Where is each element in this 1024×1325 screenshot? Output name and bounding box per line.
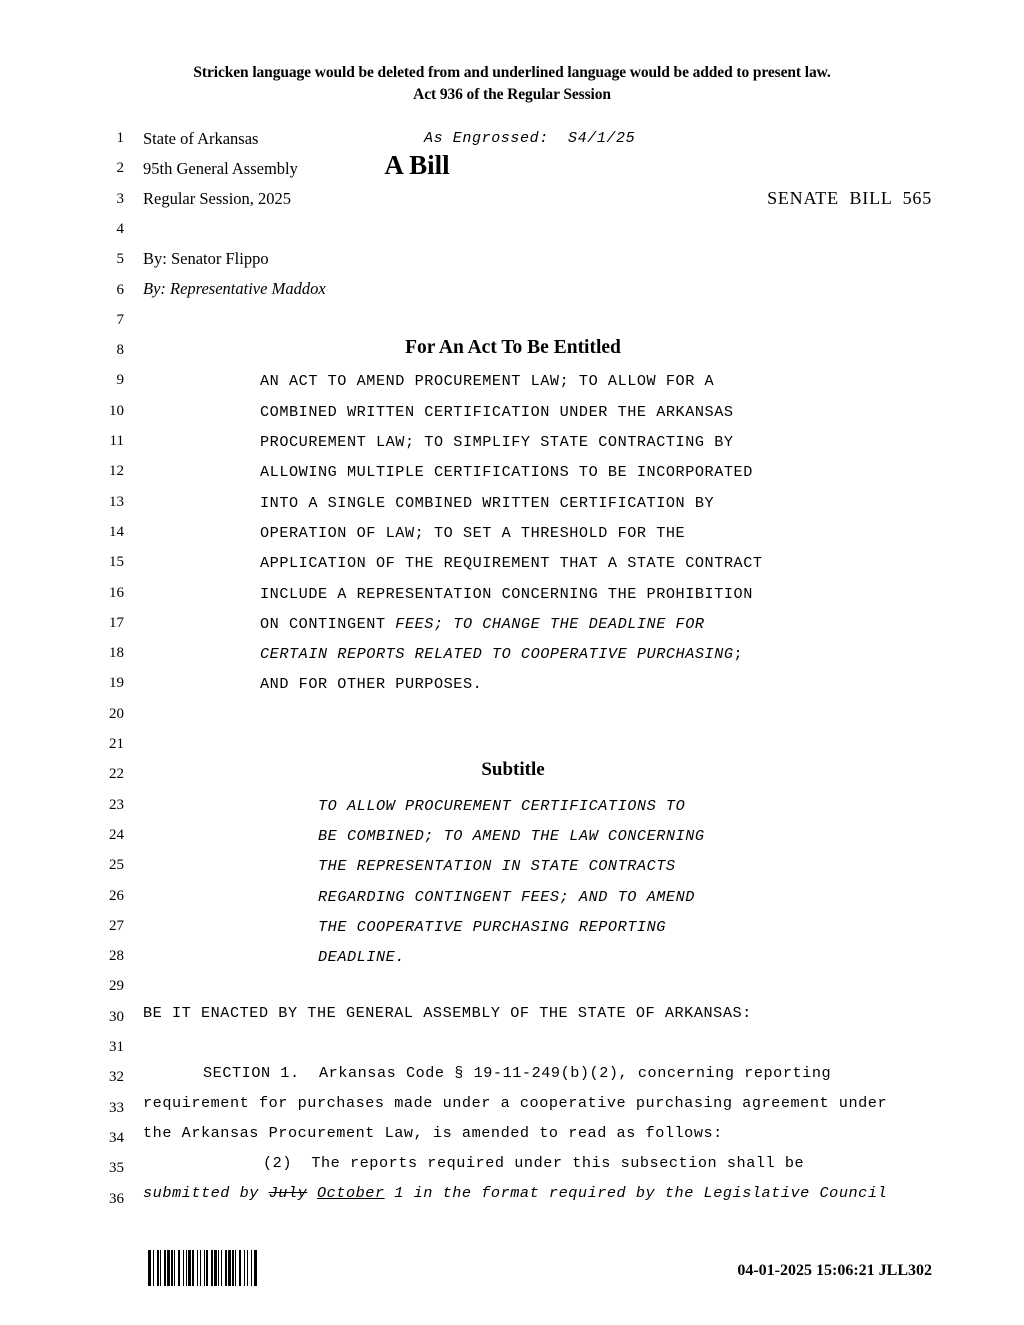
enacting-clause: BE IT ENACTED BY THE GENERAL ASSEMBLY OF THE STATE OF ARKANSAS:	[143, 1004, 752, 1022]
act-title-line	[260, 433, 734, 451]
session-label: Regular Session, 2025	[143, 189, 292, 208]
subtitle-line: DEADLINE.	[318, 948, 405, 967]
title-roman-text: OPERATION OF LAW; TO SET A THRESHOLD FOR THE	[260, 523, 686, 542]
line-number: 5	[116, 251, 124, 268]
line-number: 24	[109, 826, 124, 843]
act-title-line	[260, 524, 685, 542]
line-number: 28	[109, 948, 124, 965]
line-number: 15	[109, 554, 124, 571]
subtitle-line: THE REPRESENTATION IN STATE CONTRACTS	[318, 857, 676, 876]
notice-line-1: Stricken language would be deleted from and underlined language would be added to present law.	[193, 64, 831, 81]
line-number: 2	[116, 160, 124, 177]
amendment-notice	[0, 62, 1024, 106]
barcode	[148, 1250, 258, 1286]
act-title-line	[260, 494, 714, 512]
line-number: 32	[109, 1069, 124, 1086]
line-number: 21	[109, 736, 124, 752]
act-title-line	[260, 645, 743, 663]
line-number: 26	[109, 887, 124, 904]
title-roman-text: INCLUDE A REPRESENTATION CONCERNING THE PROHIBITION	[260, 584, 753, 603]
title-italic-text: FEES; TO CHANGE THE DEADLINE FOR	[395, 614, 705, 633]
title-roman-text: AN ACT TO AMEND PROCUREMENT LAW; TO ALLOW FOR A	[260, 372, 715, 391]
footer-timestamp: 04-01-2025 15:06:21 JLL302	[737, 1262, 932, 1279]
line-number: 14	[109, 523, 124, 540]
act-title-line	[260, 403, 734, 421]
act-title-line	[260, 615, 705, 633]
sponsor-senate: By: Senator Flippo	[143, 249, 269, 268]
title-roman-text: AND FOR OTHER PURPOSES.	[260, 675, 483, 694]
notice-line-2: Act 936 of the Regular Session	[413, 86, 611, 103]
subtitle-line: TO ALLOW PROCUREMENT CERTIFICATIONS TO	[318, 796, 686, 815]
a-bill-title: A Bill	[384, 150, 450, 180]
subtitle-line: THE COOPERATIVE PURCHASING REPORTING	[318, 917, 666, 936]
section-1-line-34: the Arkansas Procurement Law, is amended to read as follows:	[143, 1124, 723, 1142]
line-number: 25	[109, 857, 124, 874]
line-number: 33	[109, 1099, 124, 1116]
title-roman-text: COMBINED WRITTEN CERTIFICATION UNDER THE ARKANSAS	[260, 402, 734, 421]
line-number: 10	[109, 402, 124, 419]
act-title-line	[260, 554, 763, 572]
line-number: 20	[109, 705, 124, 722]
line-number: 17	[109, 614, 124, 631]
act-title-line	[260, 463, 753, 481]
line-number: 12	[109, 463, 124, 480]
line36-space	[307, 1184, 317, 1202]
section-1-line-35: (2) The reports required under this subsection shall be	[263, 1154, 805, 1172]
section-1-line-33: requirement for purchases made under a cooperative purchasing agreement under	[143, 1094, 888, 1112]
subtitle-heading: Subtitle	[481, 759, 545, 780]
line-number: 29	[109, 978, 124, 995]
line-number: 3	[116, 190, 124, 207]
subtitle-line: REGARDING CONTINGENT FEES; AND TO AMEND	[318, 887, 695, 906]
line-number: 9	[116, 372, 124, 389]
line-number: 16	[109, 584, 124, 601]
line-number: 4	[116, 220, 124, 237]
subtitle-line: BE COMBINED; TO AMEND THE LAW CONCERNING	[318, 826, 705, 845]
as-engrossed-label: As Engrossed: S4/1/25	[424, 130, 636, 147]
line-number: 31	[109, 1039, 124, 1055]
line-number: 1	[116, 130, 124, 146]
line-number: 6	[116, 281, 124, 298]
act-title-line	[260, 675, 482, 693]
line-number: 13	[109, 493, 124, 510]
deleted-text-july: July	[268, 1184, 308, 1202]
line-number: 30	[109, 1008, 124, 1025]
line-number: 11	[109, 433, 124, 449]
bill-number: SENATE BILL 565	[767, 188, 932, 208]
line-number: 18	[109, 645, 124, 662]
added-text-october: October	[316, 1184, 385, 1202]
line-number: 23	[109, 796, 124, 813]
assembly-label: 95th General Assembly	[143, 159, 298, 178]
state-label: State of Arkansas	[143, 129, 259, 148]
title-italic-text: CERTAIN REPORTS RELATED TO COOPERATIVE PURCHASING	[260, 645, 734, 664]
line-number: 8	[116, 342, 124, 359]
act-title-line	[260, 585, 753, 603]
line-number: 7	[116, 311, 124, 328]
barcode-bar	[257, 1250, 258, 1286]
line-number: 27	[109, 917, 124, 934]
section-1-line-32: SECTION 1. Arkansas Code § 19-11-249(b)(2), concerning reporting	[203, 1064, 832, 1082]
title-roman-text: ON CONTINGENT	[260, 614, 396, 633]
line-number: 36	[109, 1190, 124, 1207]
line-number: 22	[109, 766, 124, 783]
line36-after: 1 in the format required by the Legislative Council	[384, 1184, 888, 1202]
section-1-line-36	[143, 1184, 887, 1202]
line-number: 19	[109, 675, 124, 692]
line36-before: submitted by	[143, 1184, 269, 1202]
title-roman-text: INTO A SINGLE COMBINED WRITTEN CERTIFICATION BY	[260, 493, 715, 512]
act-title-line	[260, 372, 714, 390]
line-number: 35	[109, 1160, 124, 1177]
title-roman-text: PROCUREMENT LAW; TO SIMPLIFY STATE CONTRACTING BY	[260, 433, 734, 451]
title-roman-text: APPLICATION OF THE REQUIREMENT THAT A STATE CONTRACT	[260, 554, 763, 573]
sponsor-house: By: Representative Maddox	[143, 279, 326, 298]
line-number: 34	[109, 1129, 124, 1146]
for-an-act-heading: For An Act To Be Entitled	[405, 337, 621, 358]
title-tail-text: ;	[733, 645, 744, 664]
title-roman-text: ALLOWING MULTIPLE CERTIFICATIONS TO BE INCORPORATED	[260, 463, 753, 482]
